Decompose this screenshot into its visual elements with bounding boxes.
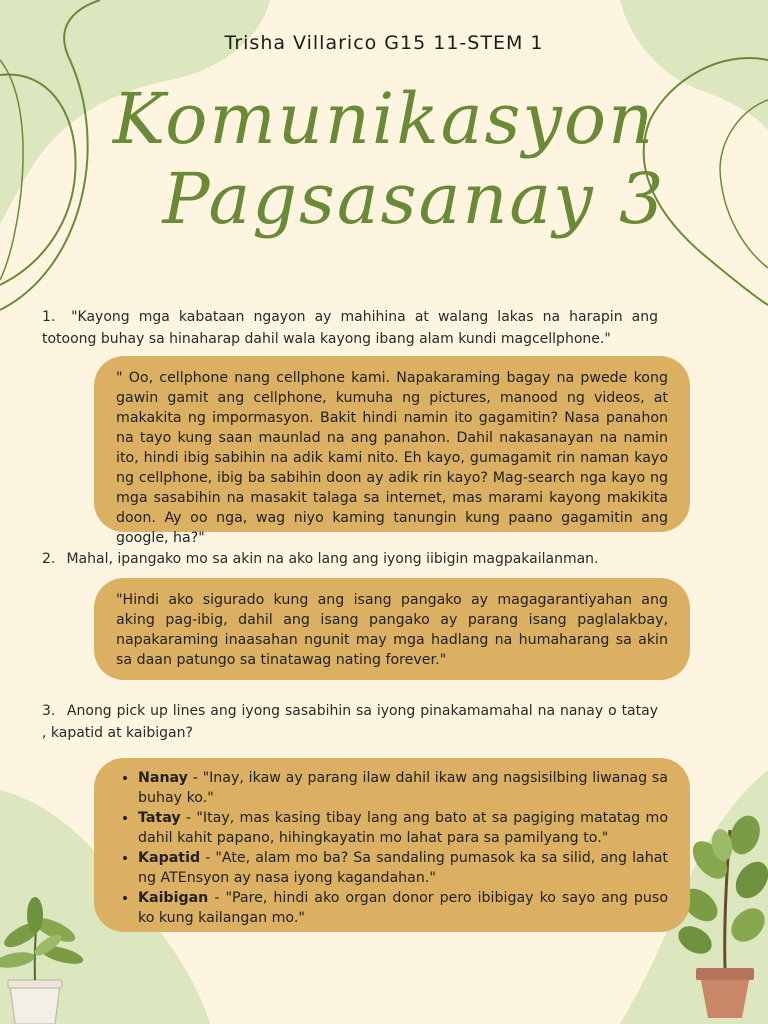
list-item bbox=[138, 888, 668, 928]
answer-box-1 bbox=[94, 356, 690, 546]
question-text: Mahal, ipangako mo sa akin na ako lang ang iyong iibigin magpakailanman. bbox=[66, 551, 599, 567]
title-line-2: Pagsasanay 3 bbox=[162, 158, 666, 240]
question-2 bbox=[42, 548, 658, 570]
title-line-1: Komunikasyon bbox=[112, 78, 656, 160]
answer-box-2 bbox=[94, 578, 690, 680]
question-number: 1. bbox=[42, 309, 56, 325]
item-text: - "Inay, ikaw ay parang ilaw dahil ikaw ang nagsisilbing liwanag sa buhay ko." bbox=[138, 770, 668, 806]
list-item bbox=[138, 768, 668, 808]
item-label: Kaibigan bbox=[138, 890, 209, 906]
question-1 bbox=[42, 306, 658, 350]
item-text: - "Itay, mas kasing tibay lang ang bato at sa pagiging matatag mo dahil kahit papano, hihingkayatin mo lahat para sa pamilyang to." bbox=[138, 810, 668, 846]
question-number: 3. bbox=[42, 703, 56, 719]
item-text: - "Pare, hindi ako organ donor pero ibibigay ko sayo ang puso ko kung kailangan mo." bbox=[138, 890, 668, 926]
author-line: Trisha Villarico G15 11-STEM 1 bbox=[224, 32, 544, 54]
answer-box-3 bbox=[94, 758, 690, 932]
list-item bbox=[138, 848, 668, 888]
item-text: - "Ate, alam mo ba? Sa sandaling pumasok ka sa silid, ang lahat ng ATEnsyon ay nasa iyong kagandahan." bbox=[138, 850, 668, 886]
question-number: 2. bbox=[42, 551, 56, 567]
list-item bbox=[138, 808, 668, 848]
item-label: Nanay bbox=[138, 770, 188, 786]
answer-text: " Oo, cellphone nang cellphone kami. Napakaraming bagay na pwede kong gawin gamit ang cellphone, kumuha ng pictures, manood ng videos, at makakita ng impormasyon. Bakit hindi namin ito gagamitin? Nasa panahon na tayo kung saan maunlad na ang panahon. Dahil nakasanayan na namin ito, hindi ibig sabihin na adik kami nito. Eh kayo, gumagamit rin naman kayo ng cellphone, ibig ba sabihin doon ay adik rin kayo? Mag-search nga kayo ng mga sasabihin na masakit talaga sa internet, mas marami kayong makikita doon. Ay oo nga, wag niyo kaming tanungin kung paano gagamitin ang google, ha?" bbox=[116, 370, 668, 546]
item-label: Tatay bbox=[138, 810, 181, 826]
item-label: Kapatid bbox=[138, 850, 201, 866]
question-text: Anong pick up lines ang iyong sasabihin sa iyong pinakamamahal na nanay o tatay , kapatid at kaibigan? bbox=[42, 703, 658, 741]
answer-text: "Hindi ako sigurado kung ang isang pangako ay magagarantiyahan ang aking pag-ibig, dahil ang isang pangako ay parang isang paglalakbay, napakaraming inaasahan ngunit may mga hadlang na humaharang sa akin sa daan patungo sa tinatawag nating forever." bbox=[116, 592, 668, 668]
question-text: "Kayong mga kabataan ngayon ay mahihina at walang lakas na harapin ang totoong buhay sa hinaharap dahil wala kayong ibang alam kundi magcellphone." bbox=[42, 309, 658, 347]
question-3 bbox=[42, 700, 658, 744]
pickup-lines-list bbox=[116, 768, 668, 928]
